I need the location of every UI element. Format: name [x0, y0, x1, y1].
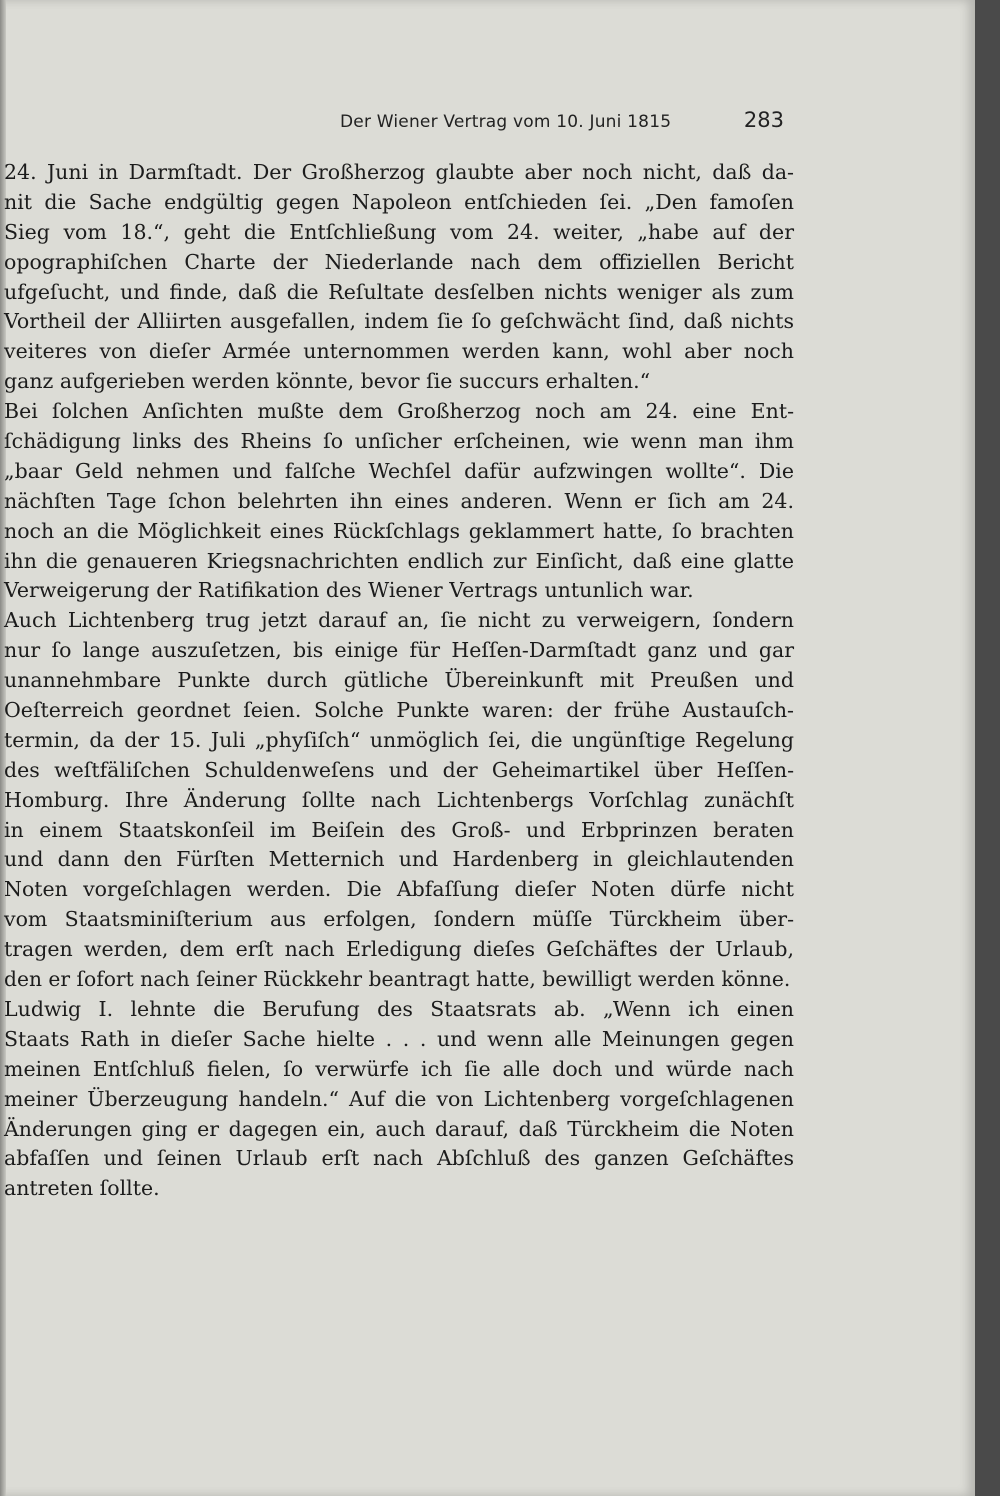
text-line: vom Staatsminiſterium aus erfolgen, ſondern müſſe Türckheim über-: [4, 907, 794, 932]
text-line: den er ſofort nach ſeiner Rückkehr beantragt hatte, bewilligt werden könne.: [4, 967, 791, 992]
text-line: nur ſo lange auszuſetzen, bis einige für Heſſen-Darmſtadt ganz und gar: [4, 638, 794, 663]
text-line: „baar Geld nehmen und falſche Wechſel dafür aufzwingen wollte“. Die: [4, 458, 794, 483]
text-line: opographiſchen Charte der Niederlande nach dem offiziellen Bericht: [4, 249, 794, 274]
text-line: Verweigerung der Ratifikation des Wiener Vertrags untunlich war.: [4, 578, 694, 603]
text-line: antreten ſollte.: [4, 1176, 160, 1201]
text-line: nächſten Tage ſchon belehrten ihn eines anderen. Wenn er ſich am 24.: [4, 488, 794, 513]
text-line: termin, da der 15. Juli „phyſiſch“ unmöglich ſei, die ungünſtige Regelung: [4, 727, 794, 752]
text-line: noch an die Möglichkeit eines Rückſchlags geklammert hatte, ſo brachten: [4, 518, 794, 543]
text-line: Noten vorgeſchlagen werden. Die Abfaſſung dieſer Noten dürfe nicht: [4, 877, 794, 902]
text-line: abfaſſen und ſeinen Urlaub erſt nach Abſchluß des ganzen Geſchäftes: [4, 1146, 794, 1171]
text-line: Oeſterreich geordnet ſeien. Solche Punkte waren: der frühe Austauſch-: [4, 698, 794, 723]
running-title: Der Wiener Vertrag vom 10. Juni 1815: [340, 112, 672, 132]
text-line: 24. Juni in Darmſtadt. Der Großherzog glaubte aber noch nicht, daß da-: [4, 160, 794, 184]
text-line: meiner Überzeugung handeln.“ Auf die von Lichtenberg vorgeſchlagenen: [4, 1086, 794, 1111]
page-header: [340, 108, 790, 140]
text-line: Staats Rath in dieſer Sache hielte . . . und wenn alle Meinungen gegen: [4, 1026, 794, 1051]
body-text: [4, 158, 794, 1204]
text-line: und dann den Fürſten Metternich und Hardenberg in gleichlautenden: [4, 847, 794, 872]
text-line: Ludwig I. lehnte die Berufung des Staatsrats ab. „Wenn ich einen: [4, 996, 794, 1021]
text-line: des weſtfäliſchen Schuldenweſens und der Geheimartikel über Heſſen-: [4, 757, 794, 782]
text-line: Änderungen ging er dagegen ein, auch darauf, daß Türckheim die Noten: [4, 1116, 794, 1141]
text-line: nit die Sache endgültig gegen Napoleon entſchieden ſei. „Den famoſen: [4, 189, 794, 214]
text-line: in einem Staatskonſeil im Beiſein des Groß- und Erbprinzen beraten: [4, 817, 794, 842]
page-number: 283: [743, 108, 784, 132]
text-line: Bei ſolchen Anſichten mußte dem Großherzog noch am 24. eine Ent-: [4, 399, 794, 424]
text-line: ganz aufgerieben werden könnte, bevor ſie succurs erhalten.“: [4, 369, 651, 394]
text-line: veiteres von dieſer Armée unternommen werden kann, wohl aber noch: [4, 339, 794, 364]
text-line: Homburg. Ihre Änderung ſollte nach Lichtenbergs Vorſchlag zunächſt: [4, 787, 794, 812]
text-line: ufgeſucht, und finde, daß die Reſultate desſelben nichts weniger als zum: [4, 279, 794, 304]
text-line: Auch Lichtenberg trug jetzt darauf an, ſie nicht zu verweigern, ſondern: [4, 608, 794, 633]
text-line: Vortheil der Alliirten ausgefallen, indem ſie ſo geſchwächt ſind, daß nichts: [4, 309, 794, 334]
text-line: ſchädigung links des Rheins ſo unſicher erſcheinen, wie wenn man ihm: [4, 429, 794, 454]
text-line: meinen Entſchluß fielen, ſo verwürfe ich ſie alle doch und würde nach: [4, 1056, 794, 1081]
text-line: Sieg vom 18.“, geht die Entſchließung vom 24. weiter, „habe auf der: [4, 219, 794, 244]
text-line: ihn die genaueren Kriegsnachrichten endlich zur Einſicht, daß eine glatte: [4, 548, 794, 573]
text-line: tragen werden, dem erſt nach Erledigung dieſes Geſchäftes der Urlaub,: [4, 937, 794, 962]
text-line: unannehmbare Punkte durch gütliche Übereinkunft mit Preußen und: [4, 668, 794, 693]
